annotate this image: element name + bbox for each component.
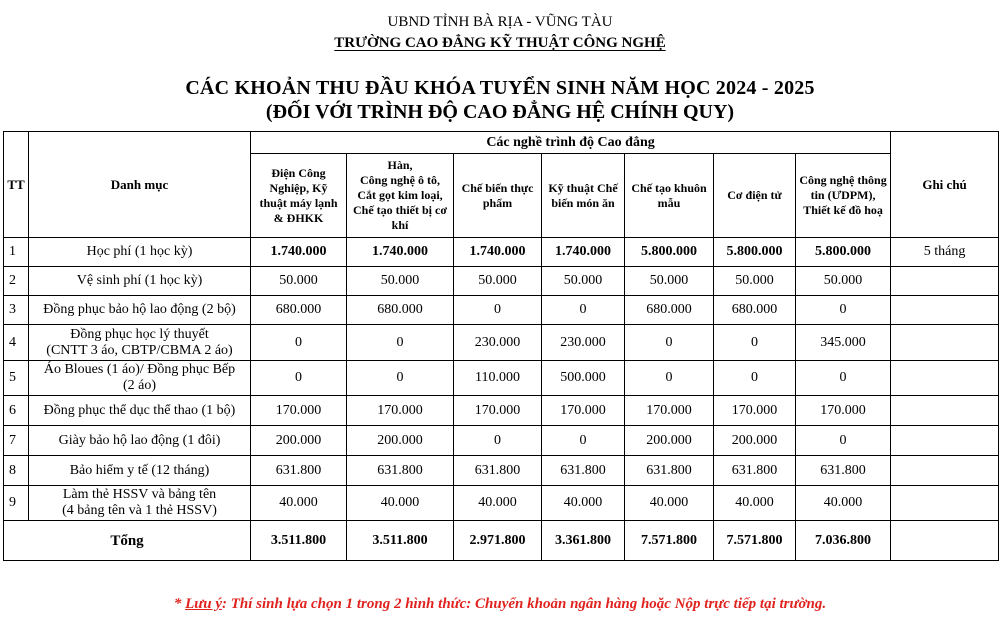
fee-cell: 0 [347, 361, 454, 396]
table-row [4, 456, 999, 486]
header-major-line: thuật máy lạnh [259, 195, 338, 210]
header-major-line: Nghiệp, Kỹ [269, 180, 328, 195]
fee-cell: 631.800 [347, 456, 454, 486]
row-category-line: Đồng phục học lý thuyết [70, 326, 209, 342]
fee-cell: 170.000 [347, 396, 454, 426]
organization-name: UBND TỈNH BÀ RỊA - VŨNG TÀU [387, 14, 613, 30]
fee-cell: 170.000 [542, 396, 625, 426]
row-note [891, 396, 999, 426]
row-note [891, 361, 999, 396]
fee-cell: 170.000 [454, 396, 542, 426]
fee-cell: 500.000 [542, 361, 625, 396]
header-major [714, 154, 796, 238]
header-major-line: tin (ƯDPM), [810, 188, 876, 202]
fee-cell: 0 [714, 361, 796, 396]
fee-cell: 50.000 [454, 267, 542, 296]
row-category-line: Giày bảo hộ lao động (1 đôi) [58, 432, 221, 448]
fee-cell: 200.000 [347, 426, 454, 456]
header-major-line: Kỹ thuật Chế [548, 180, 618, 195]
row-number: 9 [4, 486, 29, 521]
row-category [29, 267, 251, 296]
fee-cell: 631.800 [251, 456, 347, 486]
table-row [4, 426, 999, 456]
header-major-line: Chế tạo thiết bị cơ [353, 203, 447, 217]
fee-cell: 631.800 [714, 456, 796, 486]
header-category: Danh mục [29, 132, 251, 238]
header-major-line: & ĐHKK [273, 210, 324, 225]
header-tt: TT [4, 132, 29, 238]
fee-cell: 40.000 [542, 486, 625, 521]
fee-cell: 200.000 [714, 426, 796, 456]
fee-cell: 230.000 [454, 325, 542, 361]
fee-cell: 680.000 [714, 296, 796, 325]
document-title: CÁC KHOẢN THU ĐẦU KHÓA TUYỂN SINH NĂM HỌC 2024 - 2025 [185, 77, 815, 99]
fee-cell: 170.000 [251, 396, 347, 426]
row-category-line: (CNTT 3 áo, CBTP/CBMA 2 áo) [46, 342, 233, 358]
fee-cell: 200.000 [625, 426, 714, 456]
header-major-line: Chế biến thực [461, 180, 534, 195]
header-major-line: Hàn, [387, 158, 413, 172]
row-category-line: Vệ sinh phí (1 học kỳ) [76, 273, 203, 288]
header-major [796, 154, 891, 238]
fee-cell: 0 [796, 426, 891, 456]
fee-cell: 345.000 [796, 325, 891, 361]
fee-cell: 40.000 [796, 486, 891, 521]
total-cell: 7.571.800 [625, 521, 714, 561]
row-number: 7 [4, 426, 29, 456]
total-label: Tổng [4, 521, 251, 561]
row-category-line: Áo Bloues (1 áo)/ Đồng phục Bếp [43, 362, 236, 377]
total-row [4, 521, 999, 561]
row-category [29, 456, 251, 486]
table-row [4, 238, 999, 267]
document-subtitle: (ĐỐI VỚI TRÌNH ĐỘ CAO ĐẲNG HỆ CHÍNH QUY) [265, 101, 735, 123]
school-name-text: TRƯỜNG CAO ĐẲNG KỸ THUẬT CÔNG NGHỆ [334, 35, 666, 51]
fee-cell: 0 [251, 325, 347, 361]
fee-cell: 0 [347, 325, 454, 361]
header-major-line: mẫu [657, 195, 681, 210]
header-major-line: Công nghệ ô tô, [359, 173, 440, 187]
fee-cell: 1.740.000 [347, 238, 454, 267]
row-category [29, 426, 251, 456]
fee-cell: 0 [714, 325, 796, 361]
fee-cell: 1.740.000 [454, 238, 542, 267]
header-major [454, 154, 542, 238]
row-category-line: (4 bảng tên và 1 thẻ HSSV) [62, 503, 217, 518]
fee-cell: 40.000 [714, 486, 796, 521]
footnote [0, 596, 1000, 613]
fee-cell: 0 [625, 325, 714, 361]
table-row [4, 486, 999, 521]
header-major-line: Cơ điện tử [727, 188, 782, 202]
fee-cell: 5.800.000 [714, 238, 796, 267]
fee-cell: 200.000 [251, 426, 347, 456]
school-name [0, 35, 1000, 52]
fee-cell: 680.000 [251, 296, 347, 325]
header-major [347, 154, 454, 238]
table-row [4, 325, 999, 361]
row-number: 3 [4, 296, 29, 325]
footnote-text: : Thí sinh lựa chọn 1 trong 2 hình thức: Chuyển khoản ngân hàng hoặc Nộp trực tiếp tại trường. [222, 596, 827, 612]
row-note [891, 456, 999, 486]
row-category [29, 238, 251, 267]
header-major-line: biến món ăn [551, 195, 615, 210]
row-note [891, 426, 999, 456]
fee-cell: 0 [542, 426, 625, 456]
fee-cell: 631.800 [796, 456, 891, 486]
fee-cell: 631.800 [454, 456, 542, 486]
row-number: 1 [4, 238, 29, 267]
row-category [29, 296, 251, 325]
fee-cell: 1.740.000 [251, 238, 347, 267]
row-category-line: (2 áo) [122, 378, 157, 393]
row-note [891, 486, 999, 521]
fee-cell: 0 [454, 296, 542, 325]
total-cell: 3.361.800 [542, 521, 625, 561]
header-major [251, 154, 347, 238]
row-category-line: Đồng phục thể dục thể thao (1 bộ) [43, 402, 236, 418]
fee-cell: 50.000 [625, 267, 714, 296]
total-cell: 3.511.800 [347, 521, 454, 561]
row-number: 2 [4, 267, 29, 296]
fee-cell: 40.000 [625, 486, 714, 521]
row-number: 6 [4, 396, 29, 426]
fee-cell: 0 [542, 296, 625, 325]
fee-cell: 1.740.000 [542, 238, 625, 267]
fee-cell: 50.000 [542, 267, 625, 296]
total-cell: 7.036.800 [796, 521, 891, 561]
fee-cell: 170.000 [796, 396, 891, 426]
header-major [625, 154, 714, 238]
fee-cell: 110.000 [454, 361, 542, 396]
header-major-line: Chế tạo khuôn [631, 180, 707, 195]
footnote-star: * [173, 596, 182, 612]
fee-cell: 50.000 [796, 267, 891, 296]
table-row [4, 267, 999, 296]
fee-cell: 0 [454, 426, 542, 456]
fee-cell: 5.800.000 [796, 238, 891, 267]
row-category-line: Làm thẻ HSSV và bảng tên [62, 487, 217, 502]
row-category-line: Đồng phục bảo hộ lao động (2 bộ) [43, 302, 236, 317]
fee-cell: 0 [796, 296, 891, 325]
total-cell: 2.971.800 [454, 521, 542, 561]
header-major-line: Cắt gọt kim loại, [357, 188, 443, 202]
total-cell: 7.571.800 [714, 521, 796, 561]
row-category [29, 486, 251, 521]
total-note [891, 521, 999, 561]
fee-cell: 40.000 [454, 486, 542, 521]
fee-cell: 50.000 [347, 267, 454, 296]
fee-cell: 631.800 [542, 456, 625, 486]
row-number: 4 [4, 325, 29, 361]
header-major-line: phẩm [482, 195, 513, 210]
fee-cell: 40.000 [347, 486, 454, 521]
header-major-line: Thiết kế đồ hoạ [803, 203, 883, 217]
fee-cell: 680.000 [625, 296, 714, 325]
table-row [4, 396, 999, 426]
row-category-line: Bảo hiểm y tế (12 tháng) [69, 462, 210, 478]
fee-cell: 230.000 [542, 325, 625, 361]
fee-cell: 0 [625, 361, 714, 396]
fee-cell: 170.000 [625, 396, 714, 426]
footnote-label: Lưu ý [185, 596, 222, 612]
fee-cell: 40.000 [251, 486, 347, 521]
table-row [4, 296, 999, 325]
fee-cell: 0 [796, 361, 891, 396]
header-college-majors: Các nghề trình độ Cao đẳng [251, 132, 891, 154]
row-note [891, 325, 999, 361]
fee-cell: 50.000 [251, 267, 347, 296]
header-major-line: khí [391, 218, 409, 232]
row-number: 5 [4, 361, 29, 396]
fee-cell: 5.800.000 [625, 238, 714, 267]
header-major [542, 154, 625, 238]
fee-cell: 631.800 [625, 456, 714, 486]
header-major-line: Công nghệ thông [799, 173, 887, 187]
row-category [29, 396, 251, 426]
row-category [29, 325, 251, 361]
row-category-line: Học phí (1 học kỳ) [86, 244, 193, 259]
header-note: Ghi chú [891, 132, 999, 238]
row-note: 5 tháng [891, 238, 999, 267]
fee-cell: 680.000 [347, 296, 454, 325]
row-note [891, 296, 999, 325]
row-category [29, 361, 251, 396]
total-cell: 3.511.800 [251, 521, 347, 561]
row-number: 8 [4, 456, 29, 486]
fee-cell: 50.000 [714, 267, 796, 296]
row-note [891, 267, 999, 296]
table-row [4, 361, 999, 396]
fee-cell: 170.000 [714, 396, 796, 426]
fee-cell: 0 [251, 361, 347, 396]
fee-table [3, 131, 999, 561]
header-major-line: Điện Công [271, 165, 326, 180]
